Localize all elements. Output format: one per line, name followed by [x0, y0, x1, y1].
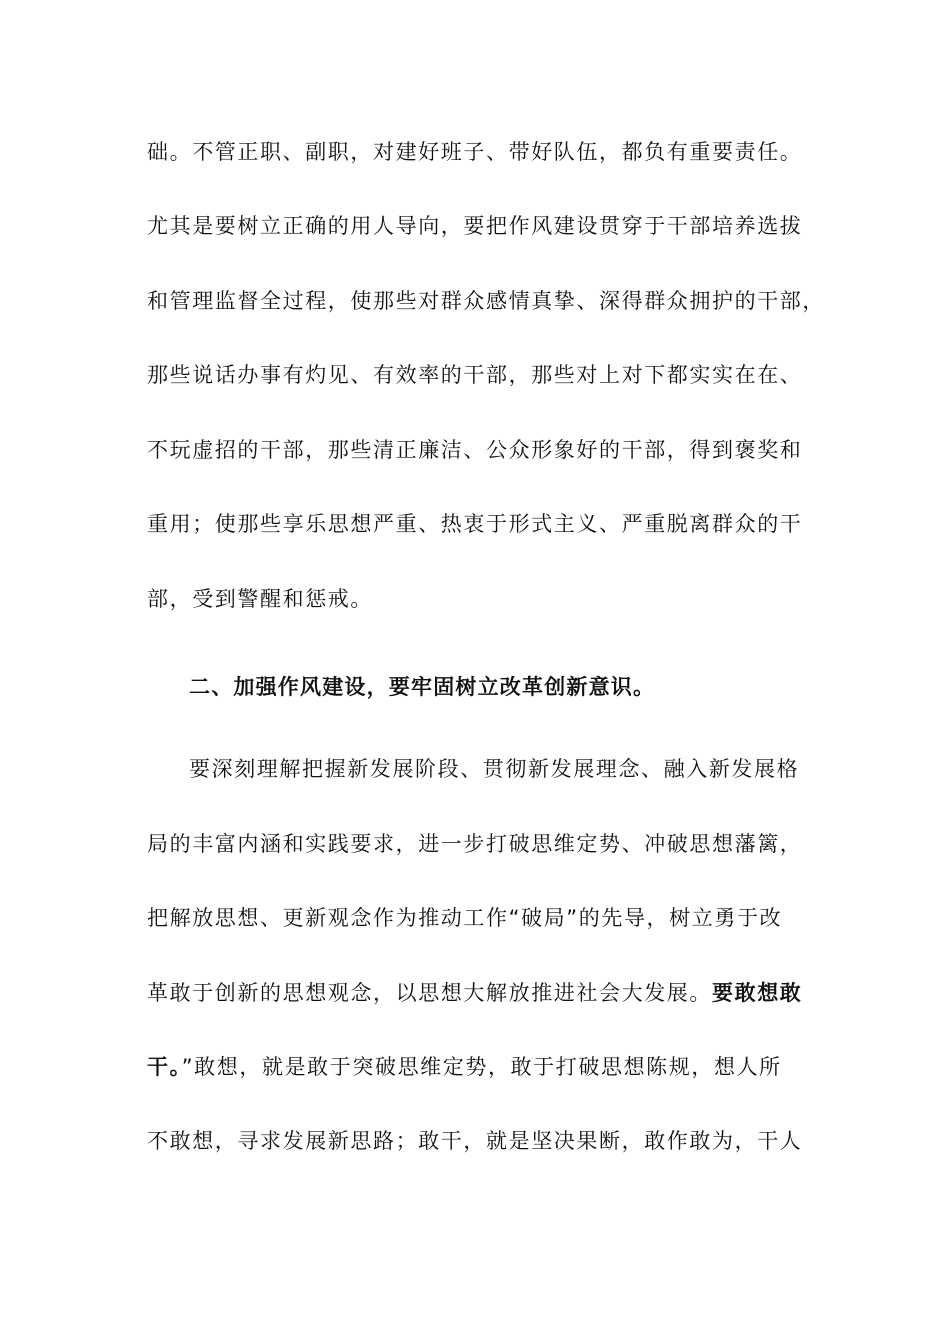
paragraph-line: 把解放思想、更新观念作为推动工作“破局”的先导，树立勇于改: [147, 906, 783, 930]
paragraph-line: 局的丰富内涵和实践要求，进一步打破思维定势、冲破思想藩篱，: [147, 832, 803, 856]
paragraph-line: 部，受到警醒和惩戒。: [147, 587, 373, 611]
emphasis-text: 要敢想敢: [712, 981, 803, 1005]
paragraph-line: 础。不管正职、副职，对建好班子、带好队伍，都负有重要责任。: [147, 140, 803, 164]
paragraph-line: 尤其是要树立正确的用人导向，要把作风建设贯穿于干部培养选拔: [147, 214, 803, 238]
line-text: ”敢想，就是敢于突破思维定势，敢于打破思想陈规，想人所: [181, 1055, 782, 1079]
paragraph-line: 要深刻理解把握新发展阶段、贯彻新发展理念、融入新发展格: [189, 757, 800, 781]
section-heading: 二、加强作风建设，要牢固树立改革创新意识。: [189, 675, 656, 699]
paragraph-line: [147, 1052, 807, 1082]
paragraph-line: 那些说话办事有灼见、有效率的干部，那些对上对下都实实在在、: [147, 363, 803, 387]
paragraph-line: 和管理监督全过程，使那些对群众感情真挚、深得群众拥护的干部，: [147, 289, 825, 313]
line-text: 革敢于创新的思想观念，以思想大解放推进社会大发展。: [147, 981, 712, 1005]
paragraph-line: [147, 978, 807, 1008]
paragraph-line: 不敢想，寻求发展新思路；敢干，就是坚决果断，敢作敢为，干人: [147, 1129, 803, 1153]
paragraph-line: 重用；使那些享乐思想严重、热衷于形式主义、严重脱离群众的干: [147, 512, 803, 536]
paragraph-line: 不玩虚招的干部，那些清正廉洁、公众形象好的干部，得到褒奖和: [147, 438, 803, 462]
emphasis-text: 干。: [147, 1055, 182, 1079]
